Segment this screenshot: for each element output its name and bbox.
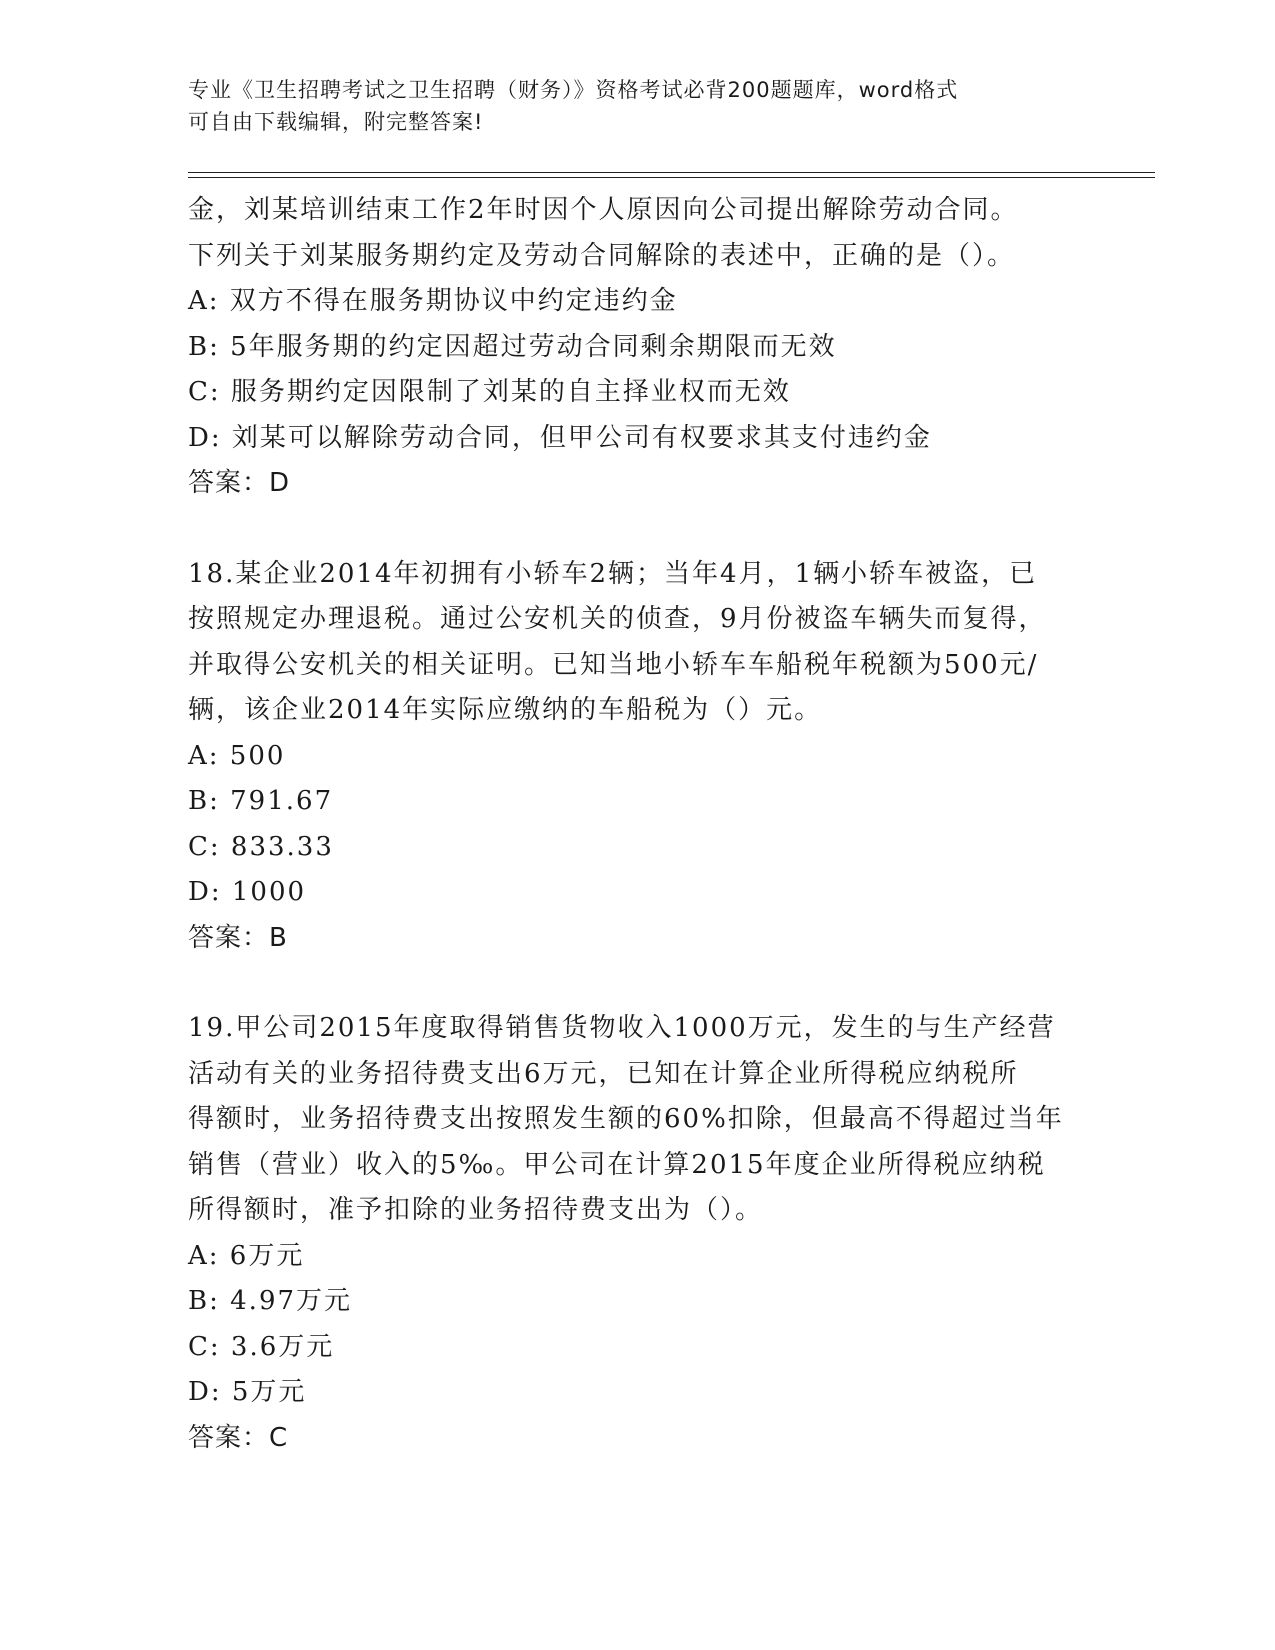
question-stem-line: 18.某企业2014年初拥有小轿车2辆；当年4月，1辆小轿车被盗，已 (188, 558, 1038, 589)
answer-label: 答案：D (188, 468, 291, 498)
question-stem-line: 所得额时，准予扣除的业务招待费支出为（）。 (188, 1195, 764, 1225)
option-b: B: 4.97万元 (188, 1286, 353, 1316)
header-title-line-1: 专业《卫生招聘考试之卫生招聘（财务）》资格考试必背200题题库，word格式 (188, 78, 959, 102)
question-17 (188, 188, 1088, 507)
option-b: B: 5年服务期的约定因超过劳动合同剩余期限而无效 (188, 331, 837, 362)
option-d: D: 刘某可以解除劳动合同，但甲公司有权要求其支付违约金 (188, 422, 932, 453)
header-divider-top (188, 172, 1155, 173)
question-19 (188, 1006, 1088, 1461)
header-title-line-2: 可自由下载编辑，附完整答案! (188, 110, 484, 134)
question-18 (188, 552, 1088, 962)
answer-label: 答案：B (188, 922, 288, 953)
answer-label: 答案：C (188, 1422, 289, 1453)
document-body (188, 188, 1088, 1461)
option-c: C: 3.6万元 (188, 1331, 335, 1362)
question-stem-line: 销售（营业）收入的5‰。甲公司在计算2015年度企业所得税应纳税 (188, 1149, 1046, 1180)
question-stem-line: 辆，该企业2014年实际应缴纳的车船税为（）元。 (188, 695, 823, 725)
option-a: A: 双方不得在服务期协议中约定违约金 (188, 286, 678, 316)
option-d: D: 1000 (188, 877, 307, 907)
option-a: A: 500 (188, 740, 286, 771)
document-header (188, 74, 1068, 138)
question-spacer (188, 507, 1088, 552)
question-stem-line: 金，刘某培训结束工作2年时因个人原因向公司提出解除劳动合同。 (188, 195, 1019, 225)
option-b: B: 791.67 (188, 786, 334, 816)
question-stem-line: 按照规定办理退税。通过公安机关的侦查，9月份被盗车辆失而复得， (188, 604, 1047, 634)
option-a: A: 6万元 (188, 1240, 305, 1271)
question-stem-line: 得额时，业务招待费支出按照发生额的60%扣除，但最高不得超过当年 (188, 1104, 1064, 1134)
option-d: D: 5万元 (188, 1377, 307, 1407)
question-stem-line: 并取得公安机关的相关证明。已知当地小轿车车船税年税额为500元/ (188, 649, 1039, 680)
option-c: C: 服务期约定因限制了刘某的自主择业权而无效 (188, 377, 791, 407)
question-stem-line: 活动有关的业务招待费支出6万元，已知在计算企业所得税应纳税所 (188, 1058, 1019, 1089)
question-stem-line: 19.甲公司2015年度取得销售货物收入1000万元，发生的与生产经营 (188, 1013, 1056, 1043)
question-spacer (188, 961, 1088, 1006)
option-c: C: 833.33 (188, 831, 334, 862)
header-divider-bottom (188, 177, 1155, 178)
question-stem-line: 下列关于刘某服务期约定及劳动合同解除的表述中，正确的是（）。 (188, 240, 1016, 271)
